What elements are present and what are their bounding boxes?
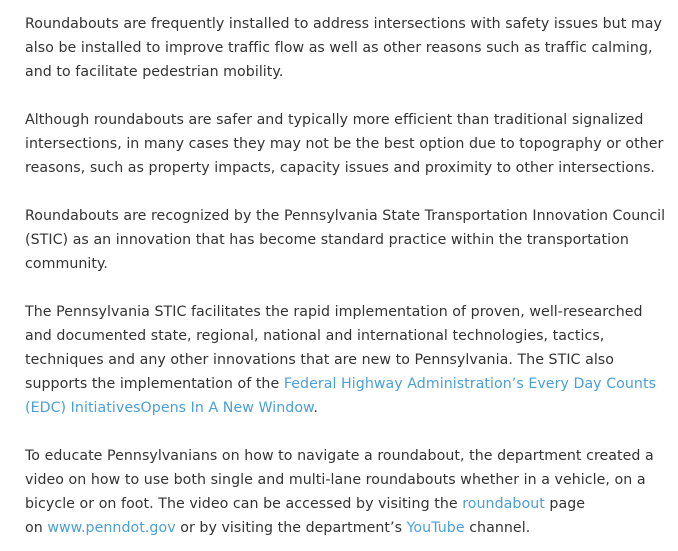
article-body bbox=[25, 12, 665, 540]
paragraph-purpose: Roundabouts are frequently installed to address intersections with safety issues but may also be installed to improve traffic flow as well as other reasons such as traffic calming, and to facilitate pedestrian mobility. bbox=[25, 16, 662, 80]
fhwa-edc-link[interactable]: Federal Highway Administration’s Every Day Counts (EDC) InitiativesOpens In A New Window bbox=[25, 376, 657, 416]
roundabout-page-link[interactable]: roundabout bbox=[462, 496, 545, 512]
youtube-channel-link[interactable]: YouTube bbox=[406, 520, 465, 536]
paragraph-video: To educate Pennsylvanians on how to navigate a roundabout, the department created a video on how to use both single and multi-lane roundabouts whether in a vehicle, on a bicycle or on foot. The video can be accessed by visiting the roundabout page on www.penndot.gov or by visiting the department’s YouTube channel. bbox=[25, 448, 654, 536]
paragraph-stic-recognition: Roundabouts are recognized by the Pennsylvania State Transportation Innovation Council (STIC) as an innovation that has become standard practice within the transportation community. bbox=[25, 208, 666, 272]
penndot-site-link[interactable]: www.penndot.gov bbox=[47, 520, 176, 536]
paragraph-stic-role: The Pennsylvania STIC facilitates the rapid implementation of proven, well-researched and documented state, regional, national and international technologies, tactics, techniques and any other innovations that are new to Pennsylvania. The STIC also supports the implementation of the Federal Highway Administration’s Every Day Counts (EDC) InitiativesOpens In A New Window. bbox=[25, 304, 657, 416]
paragraph-limitations: Although roundabouts are safer and typically more efficient than traditional signalized intersections, in many cases they may not be the best option due to topography or other reasons, such as property impacts, capacity issues and proximity to other intersections. bbox=[25, 112, 664, 176]
